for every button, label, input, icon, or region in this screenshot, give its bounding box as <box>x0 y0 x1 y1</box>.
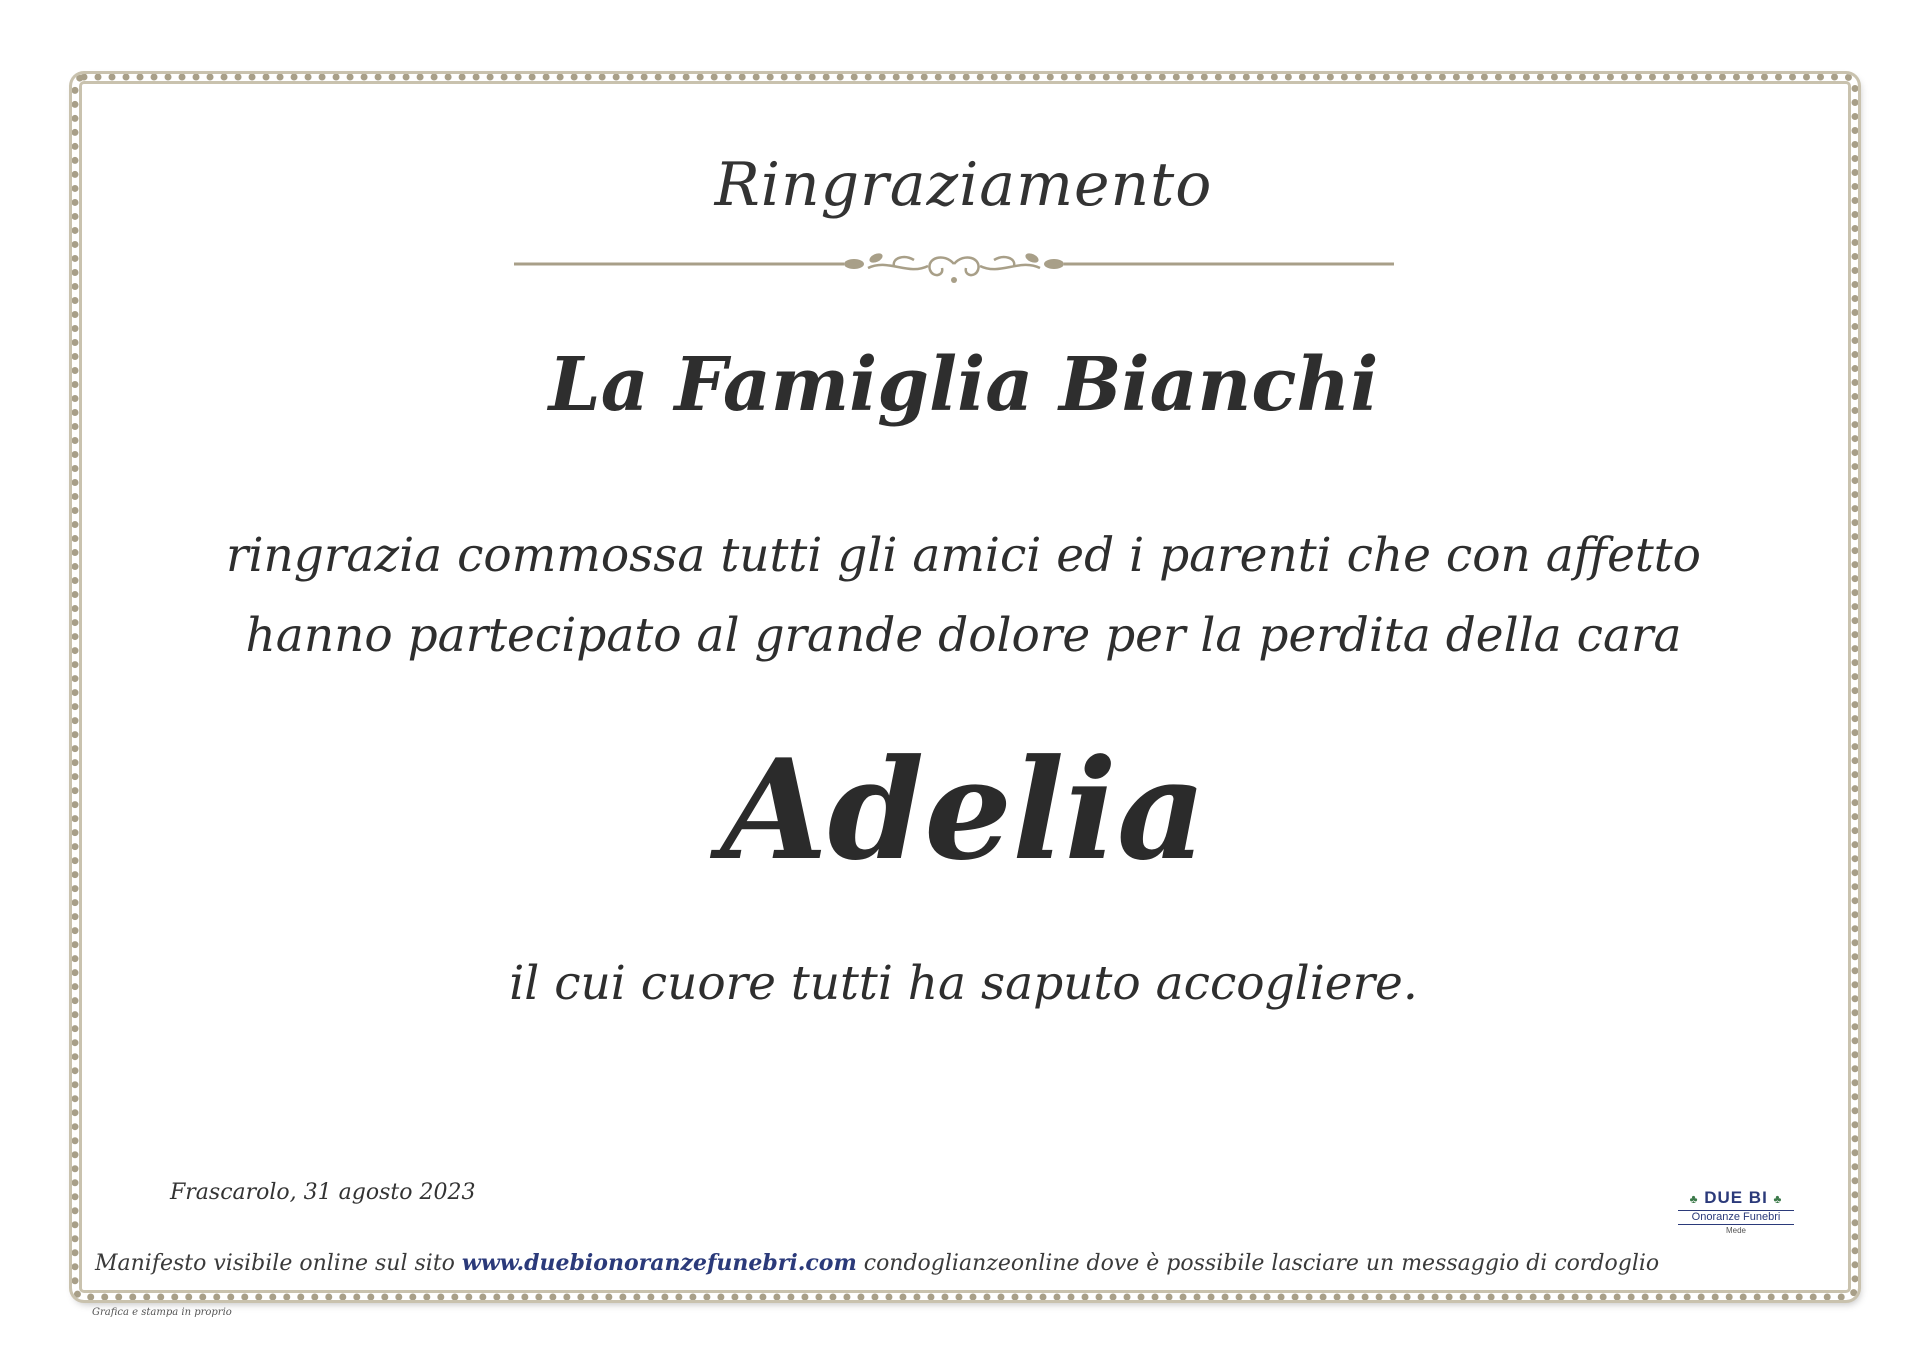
closing-line: il cui cuore tutti ha saputo accogliere. <box>509 956 1418 1011</box>
message-line-1: ringrazia commossa tutti gli amici ed i parenti che con affetto <box>226 528 1701 583</box>
logo-brand <box>1672 1188 1800 1209</box>
leaf-icon: ♣ <box>1773 1192 1783 1206</box>
funeral-home-logo <box>1672 1188 1800 1242</box>
footer-note <box>95 1250 1659 1276</box>
leaf-icon: ♣ <box>1689 1192 1699 1206</box>
notice-title: Ringraziamento <box>714 150 1213 220</box>
logo-subtitle: Onoranze Funebri <box>1678 1210 1794 1225</box>
print-credit: Grafica e stampa in proprio <box>92 1307 232 1318</box>
message-line-2: hanno partecipato al grande dolore per la perdita della cara <box>245 608 1682 663</box>
footer-prefix: Manifesto visibile online sul sito <box>95 1251 462 1276</box>
ornament-divider-icon <box>514 250 1394 290</box>
logo-town: Mede <box>1725 1226 1746 1235</box>
place-date: Frascarolo, 31 agosto 2023 <box>170 1180 476 1205</box>
logo-brand-text: DUE BI <box>1704 1188 1768 1207</box>
family-name: La Famiglia Bianchi <box>548 342 1379 428</box>
deceased-name: Adelia <box>720 728 1207 891</box>
website-link[interactable]: www.duebionoranzefunebri.com <box>461 1250 857 1276</box>
thanks-message <box>0 516 1927 676</box>
footer-suffix: condoglianzeonline dove è possibile lasciare un messaggio di cordoglio <box>856 1251 1660 1276</box>
